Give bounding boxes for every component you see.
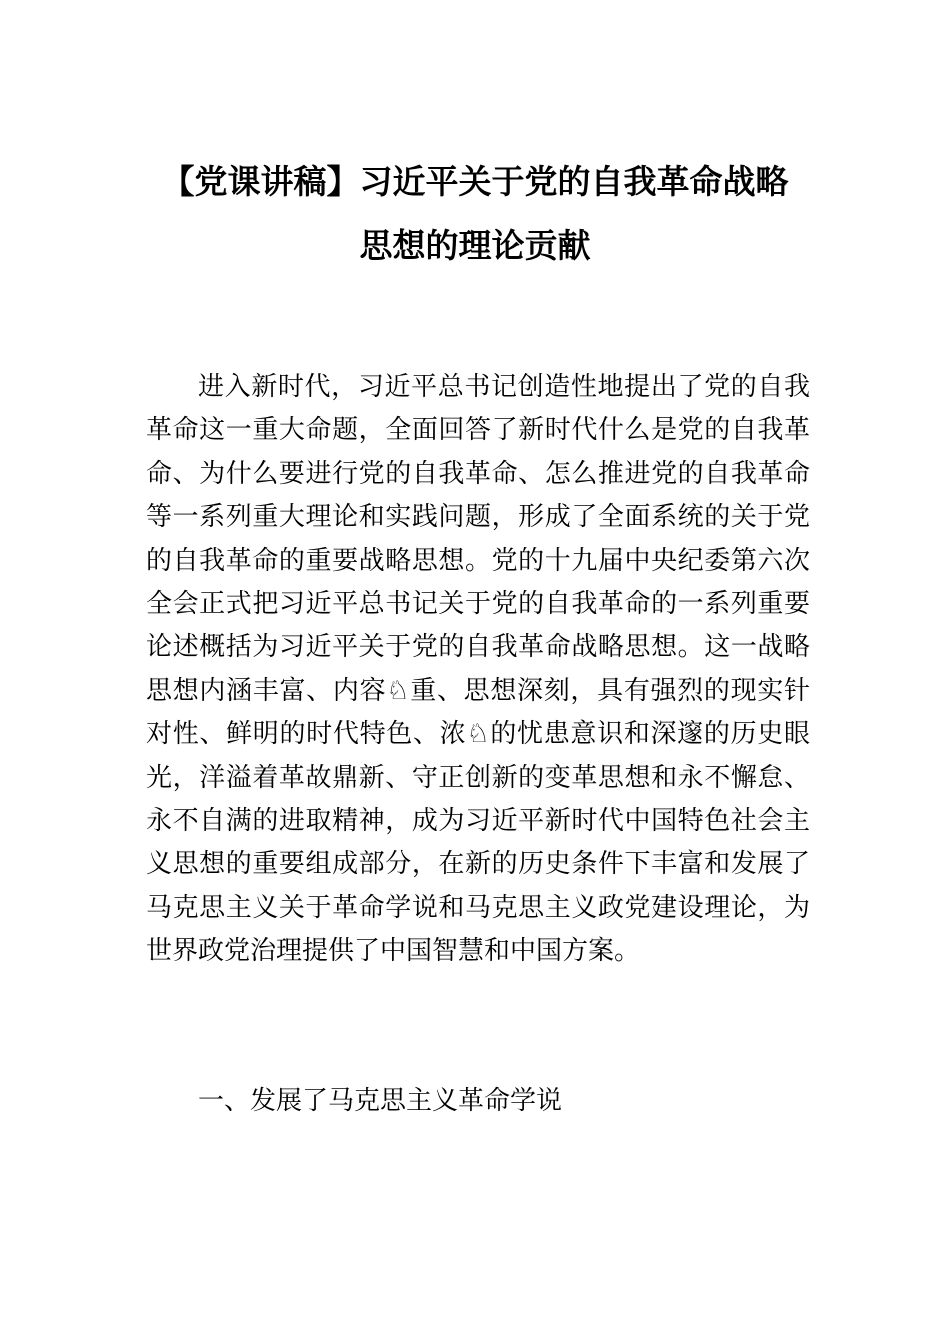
intro-paragraph: 进入新时代，习近平总书记创造性地提出了党的自我革命这一重大命题，全面回答了新时代什么是党的自我革命、为什么要进行党的自我革命、怎么推进党的自我革命等一系列重大理论和实践问题，形成了全面系统的关于党的自我革命的重要战略思想。党的十九届中央纪委第六次全会正式把习近平总书记关于党的自我革命的一系列重要论述概括为习近平关于党的自我革命战略思想。这一战略思想内涵丰富、内容♘重、思想深刻，具有强烈的现实针对性、鲜明的时代特色、浓♘的忧患意识和深邃的历史眼光，洋溢着革故鼎新、守正创新的变革思想和永不懈怠、永不自满的进取精神，成为习近平新时代中国特色社会主义思想的重要组成部分，在新的历史条件下丰富和发展了马克思主义关于革命学说和马克思主义政党建设理论，为世界政党治理提供了中国智慧和中国方案。 bbox=[146, 372, 810, 967]
title-line-1: 【党课讲稿】习近平关于党的自我革命战略 bbox=[161, 162, 789, 201]
title-line-2: 思想的理论贡献 bbox=[359, 226, 591, 265]
document-title bbox=[110, 150, 840, 278]
section-heading-1: 一、发展了马克思主义革命学说 bbox=[198, 1086, 563, 1116]
